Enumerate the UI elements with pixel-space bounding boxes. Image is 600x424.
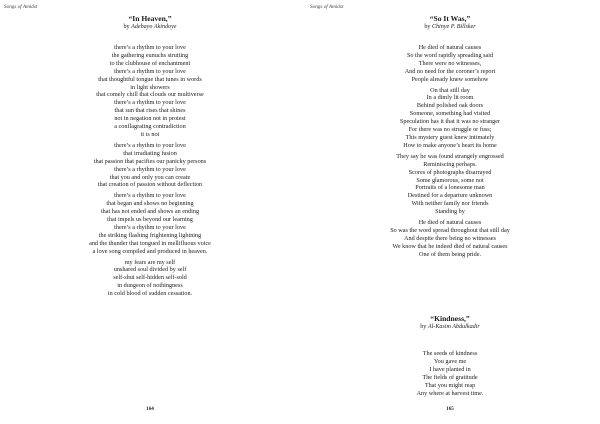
poem-line: So was the word spread throughout that still day <box>390 226 510 234</box>
poem-line: there’s a rhythm to your love <box>114 141 186 149</box>
stanza <box>300 153 600 216</box>
poem-author: Chinye P. Billsker <box>431 24 476 30</box>
poem-line: Someone, something had visited <box>409 110 491 118</box>
stanza <box>300 219 600 259</box>
poem-author: Al-Kasim Abdulkadir <box>427 324 480 330</box>
poem-title: “So It Was,” <box>429 14 471 23</box>
poem-line: In a dimly lit room <box>426 94 474 102</box>
poem-line: my fears are my self <box>124 258 176 266</box>
poem-line: that passion that pacifies our panicky persons <box>93 157 207 165</box>
poem-line: it is not <box>140 130 160 138</box>
poem-line: With neither family nor friends <box>411 200 489 208</box>
right-page <box>300 0 600 424</box>
poem-line: that has not ended and shows an ending <box>100 208 200 216</box>
poem-line: Destined for a departure unknown <box>407 192 493 200</box>
poem-title: “In Heaven,” <box>128 14 172 23</box>
poem-line: not in negation not in protest <box>114 115 186 123</box>
poem-line: self-shut self-hidden self-sold <box>113 274 187 282</box>
byline <box>300 323 600 331</box>
page-number: 165 <box>446 406 454 412</box>
poem-line: in cold blood of sudden cessation. <box>107 290 193 298</box>
poem-author: Adebayo Akindoye <box>131 24 177 30</box>
poem-line: How to make anyone’s heart its home <box>403 141 497 149</box>
poem-line: You gave me <box>433 357 467 365</box>
poem-line: and the thunder that tongued in mellifluous voice <box>89 239 211 247</box>
stanza <box>0 192 300 255</box>
poem-line: The seeds of kindness <box>422 350 478 357</box>
poem-line: that began and shows no beginning <box>106 200 194 208</box>
poem-line: that thoughtful tongue that tunes in words <box>98 75 202 83</box>
poem-line: in dungeon of nothingness <box>117 282 183 290</box>
poem-title: “Kindness,” <box>430 314 470 323</box>
poem-line: Reminiscing perhaps. <box>423 160 477 168</box>
poem-line: there’s a rhythm to your love <box>114 44 186 51</box>
stanza <box>300 44 600 84</box>
poem-line: People already knew somehow <box>411 75 489 83</box>
poem-line: there’s a rhythm to your love <box>114 165 186 173</box>
poem-line: a love song compiled and produced in heaven. <box>92 247 208 255</box>
poem-line: And despite there being no witnesses <box>404 234 496 242</box>
poem-line: Behind polished oak doors <box>416 102 484 110</box>
running-head: Songs of Amidst <box>310 4 344 10</box>
poem-body <box>300 44 600 259</box>
byline <box>0 23 300 31</box>
stanza <box>0 259 300 299</box>
poem-line: Any where at harvest time. <box>416 389 484 397</box>
stanza <box>300 87 600 150</box>
byline-by: by <box>424 24 431 30</box>
poem-line: Portraits of a lonesome man <box>415 184 485 192</box>
poem-line: there’s a rhythm to your love <box>114 223 186 231</box>
poem-line: that impels us beyond our learning <box>107 216 193 224</box>
poem-line: there’s a rhythm to your love <box>114 192 186 200</box>
poem-line: that irradiating fusion <box>123 149 177 157</box>
poem-line: that sun that rises that shines <box>114 107 186 115</box>
poem-line: that creation of passion without deflection <box>97 181 203 189</box>
poem-line: I have planted in <box>429 365 471 373</box>
stanza <box>0 142 300 189</box>
poem-line: He died of natural causes <box>418 44 482 51</box>
poem-line: unshared soul divided by self <box>113 266 187 274</box>
poem-line: So the word rapidly spreading said <box>406 51 494 59</box>
poem-line: There were no witnesses, <box>418 59 482 67</box>
poem-body <box>0 44 300 298</box>
poem-line: the gathering eunuchs strutting <box>111 51 189 59</box>
poem-line: to the clubhouse of enchantment <box>109 59 191 67</box>
poem-line: This mystery guest knew intimately <box>405 133 495 141</box>
poem-line: One of them being pride. <box>418 250 482 258</box>
poem-line: in light showers <box>130 83 170 91</box>
poem-kindness <box>300 314 600 331</box>
poem-line: The fields of gratitude <box>422 373 478 381</box>
poem-line: He died of natural causes <box>418 219 482 227</box>
stanza <box>0 44 300 139</box>
poem-line: there’s a rhythm to your love <box>114 99 186 107</box>
poem-line: that you and only you can create <box>109 173 191 181</box>
poem-line: We know that he indeed died of natural causes <box>392 242 508 250</box>
poem-so-it-was <box>300 14 600 31</box>
running-head: Songs of Amidst <box>4 4 38 10</box>
poem-line: that comely chill that clouds our multiverse <box>96 91 204 99</box>
byline-by: by <box>420 324 427 330</box>
poem-line: Some glamorous, some not <box>416 176 484 184</box>
poem-in-heaven <box>0 14 300 31</box>
poem-line: They say he was found strangely engrossed <box>396 152 504 160</box>
poem-line: Standing by <box>435 208 465 216</box>
poem-line: Speculation has it that it was no stranger <box>399 118 501 126</box>
poem-line: there’s a rhythm to your love <box>114 67 186 75</box>
page-number: 164 <box>146 406 154 412</box>
stanza <box>300 350 600 397</box>
byline <box>300 23 600 31</box>
poem-body <box>300 350 600 397</box>
poem-line: Scores of photographs disarrayed <box>408 168 492 176</box>
poem-line: That you might reap <box>424 381 476 389</box>
poem-line: a conflagrating contradiction <box>114 123 186 131</box>
poem-line: the striking flashing frightening lightning <box>98 231 202 239</box>
poem-line: For there was no struggle or fuss; <box>408 126 492 134</box>
byline-by: by <box>123 24 130 30</box>
poem-line: And no need for the coroner’s report <box>404 67 496 75</box>
poem-line: On that still day <box>430 86 470 94</box>
